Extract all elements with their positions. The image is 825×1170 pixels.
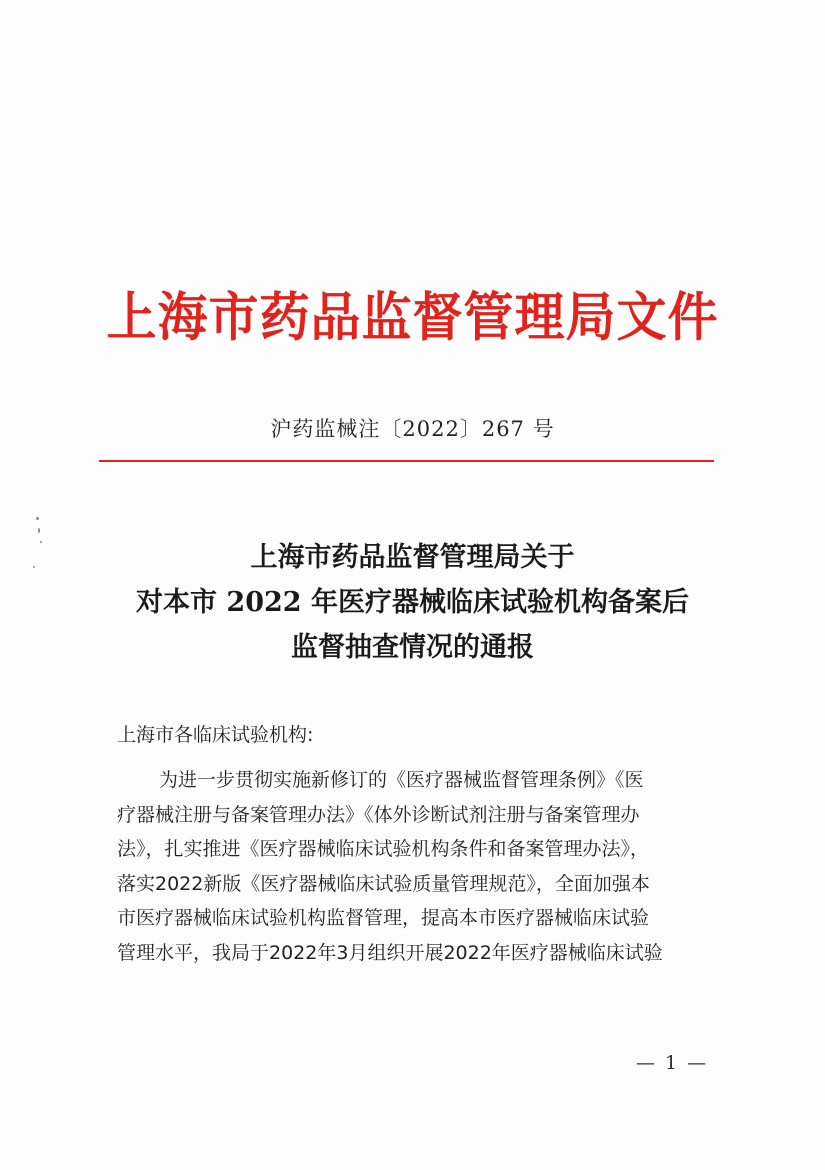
title-line: 监督抽查情况的通报 [291,632,534,663]
body-line: 市医疗器械临床试验机构监督管理，提高本市医疗器械临床试验 [117,907,650,929]
red-divider-line [99,460,714,462]
margin-mark [40,541,42,543]
body-line: 落实2022新版《医疗器械临床试验质量管理规范》，全面加强本 [117,872,650,895]
document-number: 沪药监械注〔2022〕267 号 [270,417,555,441]
body-line: 管理水平，我局于2022年3月组织开展2022年医疗器械临床试验 [117,941,663,964]
margin-mark [33,566,35,568]
body-line: 疗器械注册与备案管理办法》《体外诊断试剂注册与备案管理办 [117,803,640,826]
page-number: — 1 — [636,1052,709,1074]
margin-mark [38,528,40,533]
body-line: 为进一步贯彻实施新修订的《医疗器械监督管理条例》《医 [159,769,644,791]
margin-mark [36,517,39,520]
salutation: 上海市各临床试验机构: [117,724,314,746]
body-text [117,763,727,970]
title-line: 对本市 2022 年医疗器械临床试验机构备案后 [136,587,689,618]
body-line: 法》，扎实推进《医疗器械临床试验机构条件和备案管理办法》， [117,838,650,860]
issuer-header: 上海市药品监督管理局文件 [106,285,719,348]
title-line: 上海市药品监督管理局关于 [250,542,575,573]
document-title [0,535,825,670]
